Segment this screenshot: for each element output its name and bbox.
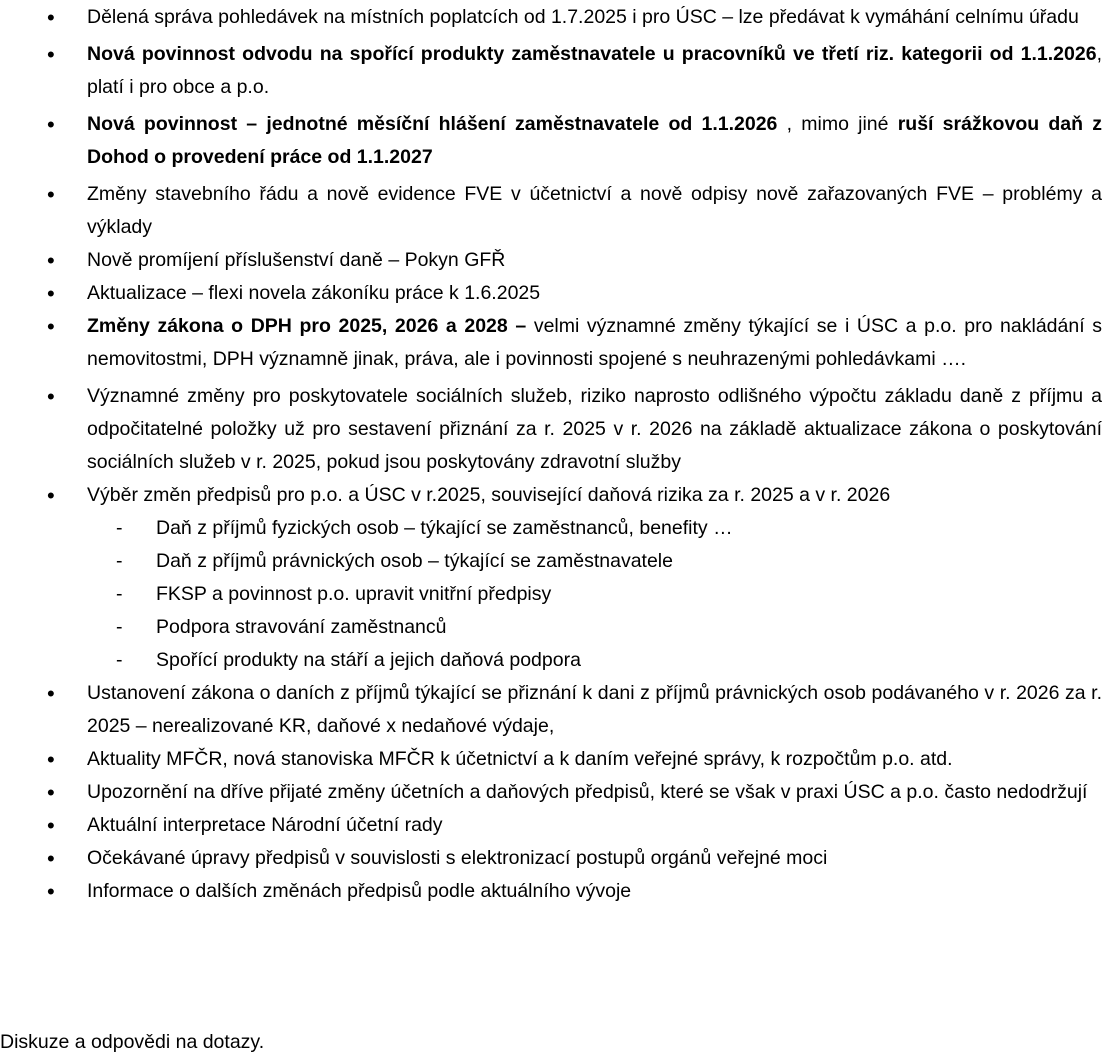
sub-list-item: - Spořící produkty na stáří a jejich daňová podpora	[156, 644, 1102, 677]
list-item: • Výběr změn předpisů pro p.o. a ÚSC v r.2025, související daňová rizika za r. 2025 a v r. 2026 - Daň z příjmů fyzických osob – týkající se zaměstnanců, benefity … - Daň z příjmů právnických osob – týkající se zaměstnavatele - FKSP a povinnost p.o. upravit vnitřní předpisy - Podpora stravování zaměstnanců - Spořící produkty na stáří a jejich daňová podpora	[87, 479, 1102, 677]
sub-list-item: - Podpora stravování zaměstnanců	[156, 611, 1102, 644]
list-item: • Očekávané úpravy předpisů v souvislosti s elektronizací postupů orgánů veřejné moci	[87, 842, 1102, 875]
list-item: • Dělená správa pohledávek na místních poplatcích od 1.7.2025 i pro ÚSC – lze předávat k vymáhání celnímu úřadu	[87, 1, 1102, 34]
list-item: • Aktuality MFČR, nová stanoviska MFČR k účetnictví a k daním veřejné správy, k rozpočtům p.o. atd.	[87, 743, 1102, 776]
list-item: • Nová povinnost – jednotné měsíční hlášení zaměstnavatele od 1.1.2026 , mimo jiné ruší srážkovou daň z Dohod o provedení práce od 1.1.2027	[87, 108, 1102, 174]
list-item: • Nově promíjení příslušenství daně – Pokyn GFŘ	[87, 244, 1102, 277]
sub-list-item: - FKSP a povinnost p.o. upravit vnitřní předpisy	[156, 578, 1102, 611]
list-item: • Aktuální interpretace Národní účetní rady	[87, 809, 1102, 842]
list-item: • Aktualizace – flexi novela zákoníku práce k 1.6.2025	[87, 277, 1102, 310]
closing-note: Diskuze a odpovědi na dotazy.	[0, 1031, 265, 1053]
list-item: • Informace o dalších změnách předpisů podle aktuálního vývoje	[87, 875, 1102, 908]
list-item: • Upozornění na dříve přijaté změny účetních a daňových předpisů, které se však v praxi ÚSC a p.o. často nedodržují	[87, 776, 1102, 809]
list-item: • Změny stavebního řádu a nově evidence FVE v účetnictví a nově odpisy nově zařazovaných FVE – problémy a výklady	[87, 178, 1102, 244]
topic-list	[87, 1, 1102, 908]
sub-list	[156, 512, 1102, 677]
list-item: • Nová povinnost odvodu na spořící produkty zaměstnavatele u pracovníků ve třetí riz. kategorii od 1.1.2026, platí i pro obce a p.o.	[87, 38, 1102, 104]
list-item: • Změny zákona o DPH pro 2025, 2026 a 2028 – velmi významné změny týkající se i ÚSC a p.o. pro nakládání s nemovitostmi, DPH významně jinak, práva, ale i povinnosti spojené s neuhrazenými pohledávkami ….	[87, 310, 1102, 376]
list-item: • Významné změny pro poskytovatele sociálních služeb, riziko naprosto odlišného výpočtu základu daně z příjmu a odpočitatelné položky už pro sestavení přiznání za r. 2025 v r. 2026 na základě aktualizace zákona o poskytování sociálních služeb v r. 2025, pokud jsou poskytovány zdravotní služby	[87, 380, 1102, 479]
list-item: • Ustanovení zákona o daních z příjmů týkající se přiznání k dani z příjmů právnických osob podávaného v r. 2026 za r. 2025 – nerealizované KR, daňové x nedaňové výdaje,	[87, 677, 1102, 743]
sub-list-item: - Daň z příjmů právnických osob – týkající se zaměstnavatele	[156, 545, 1102, 578]
sub-list-item: - Daň z příjmů fyzických osob – týkající se zaměstnanců, benefity …	[156, 512, 1102, 545]
